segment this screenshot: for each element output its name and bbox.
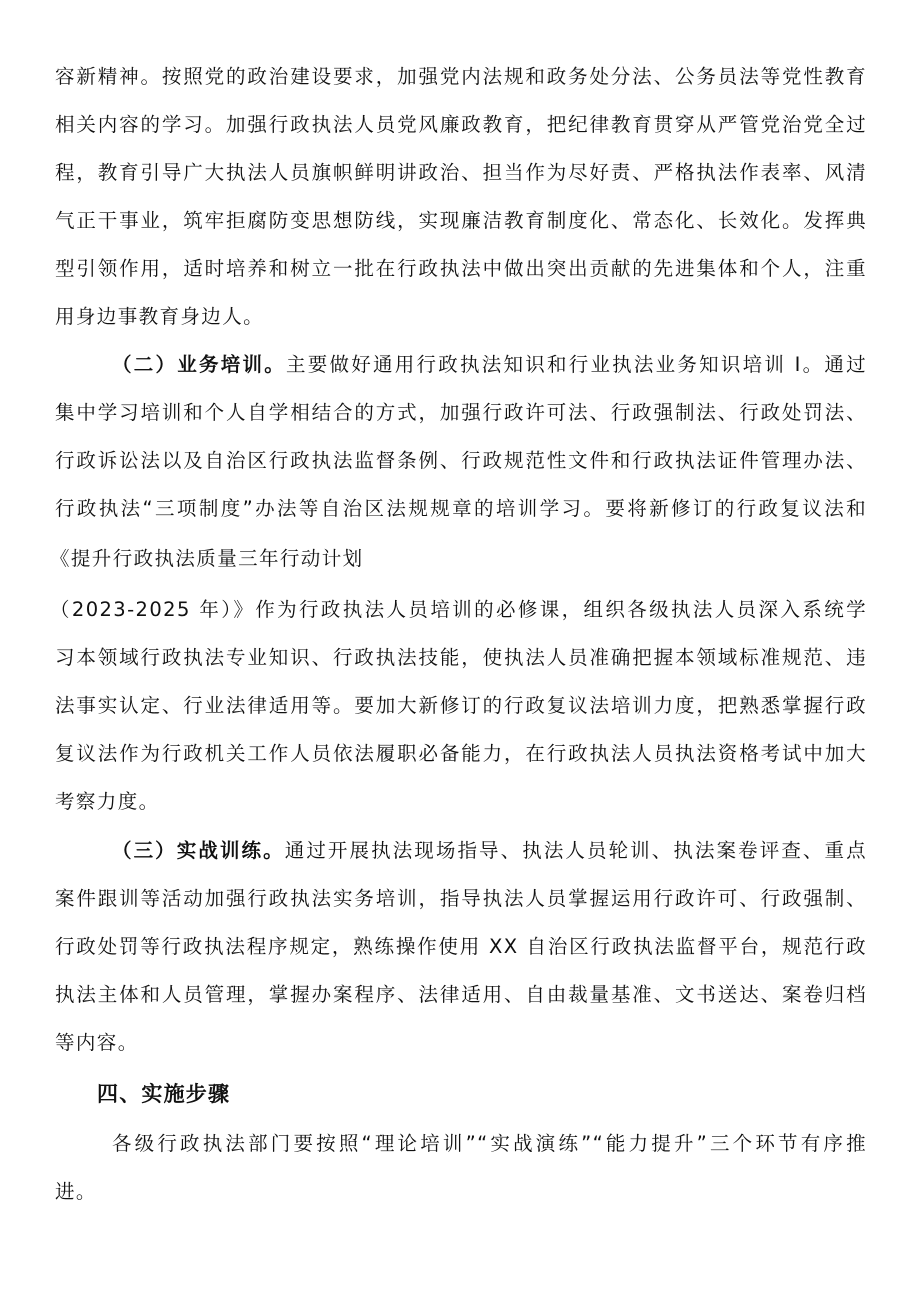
paragraph-line: 行政执法“三项制度”办法等自治区法规规章的培训学习。要将新修订的行政复议法和 xyxy=(55,497,867,520)
paragraph-line: 型引领作用，适时培养和树立一批在行政执法中做出突出贡献的先进集体和个人，注重 xyxy=(55,257,867,280)
paragraph-line: 行政处罚等行政执法程序规定，熟练操作使用 XX 自治区行政执法监督平台，规范行政 xyxy=(55,935,867,958)
paragraph-line: 法事实认定、行业法律适用等。要加大新修订的行政复议法培训力度，把熟悉掌握行政 xyxy=(55,694,867,717)
paragraph-line: 《提升行政执法质量三年行动计划 xyxy=(50,547,364,570)
section-heading-business-training: （二）业务培训。 xyxy=(112,353,286,376)
section-heading-practical-training: （三）实战训练。 xyxy=(112,839,285,862)
paragraph-line: 等内容。 xyxy=(55,1031,139,1054)
paragraph-line: 执法主体和人员管理，掌握办案程序、法律适用、自由裁量基准、文书送达、案卷归档 xyxy=(55,983,867,1006)
section-first-line xyxy=(112,838,867,864)
paragraph-line: 气正干事业，筑牢拒腐防变思想防线，实现廉洁教育制度化、常态化、长效化。发挥典 xyxy=(55,209,867,232)
paragraph-line: 容新精神。按照党的政治建设要求，加强党内法规和政务处分法、公务员法等党性教育 xyxy=(55,65,867,88)
paragraph-line: 复议法作为行政机关工作人员依法履职必备能力，在行政执法人员执法资格考试中加大 xyxy=(55,742,867,765)
paragraph-line: 集中学习培训和个人自学相结合的方式，加强行政许可法、行政强制法、行政处罚法、 xyxy=(55,401,867,424)
section-first-line-text: 通过开展执法现场指导、执法人员轮训、执法案卷评查、重点 xyxy=(284,839,867,862)
section-heading-implementation-steps: 四、实施步骤 xyxy=(97,1082,231,1106)
paragraph-line: 案件跟训等活动加强行政执法实务培训，指导执法人员掌握运用行政许可、行政强制、 xyxy=(55,887,867,910)
section-first-line xyxy=(112,352,867,378)
paragraph-line: 习本领域行政执法专业知识、行政执法技能，使执法人员准确把握本领域标准规范、违 xyxy=(55,646,867,669)
paragraph-line: 用身边事教育身边人。 xyxy=(55,305,265,328)
paragraph-line: 进。 xyxy=(55,1180,97,1203)
paragraph-line: 各级行政执法部门要按照“理论培训”“实战演练”“能力提升”三个环节有序推 xyxy=(112,1132,867,1155)
section-first-line-text: 主要做好通用行政执法知识和行业执法业务知识培训 I。通过 xyxy=(285,353,867,376)
paragraph-line: 行政诉讼法以及自治区行政执法监督条例、行政规范性文件和行政执法证件管理办法、 xyxy=(55,449,867,472)
paragraph-line: 考察力度。 xyxy=(55,790,160,813)
paragraph-line: 相关内容的学习。加强行政执法人员党风廉政教育，把纪律教育贯穿从严管党治党全过 xyxy=(55,113,867,136)
paragraph-line: 程，教育引导广大执法人员旗帜鲜明讲政治、担当作为尽好责、严格执法作表率、风清 xyxy=(55,161,867,184)
paragraph-line: （2023-2025 年）》作为行政执法人员培训的必修课，组织各级执法人员深入系统学 xyxy=(50,598,867,621)
